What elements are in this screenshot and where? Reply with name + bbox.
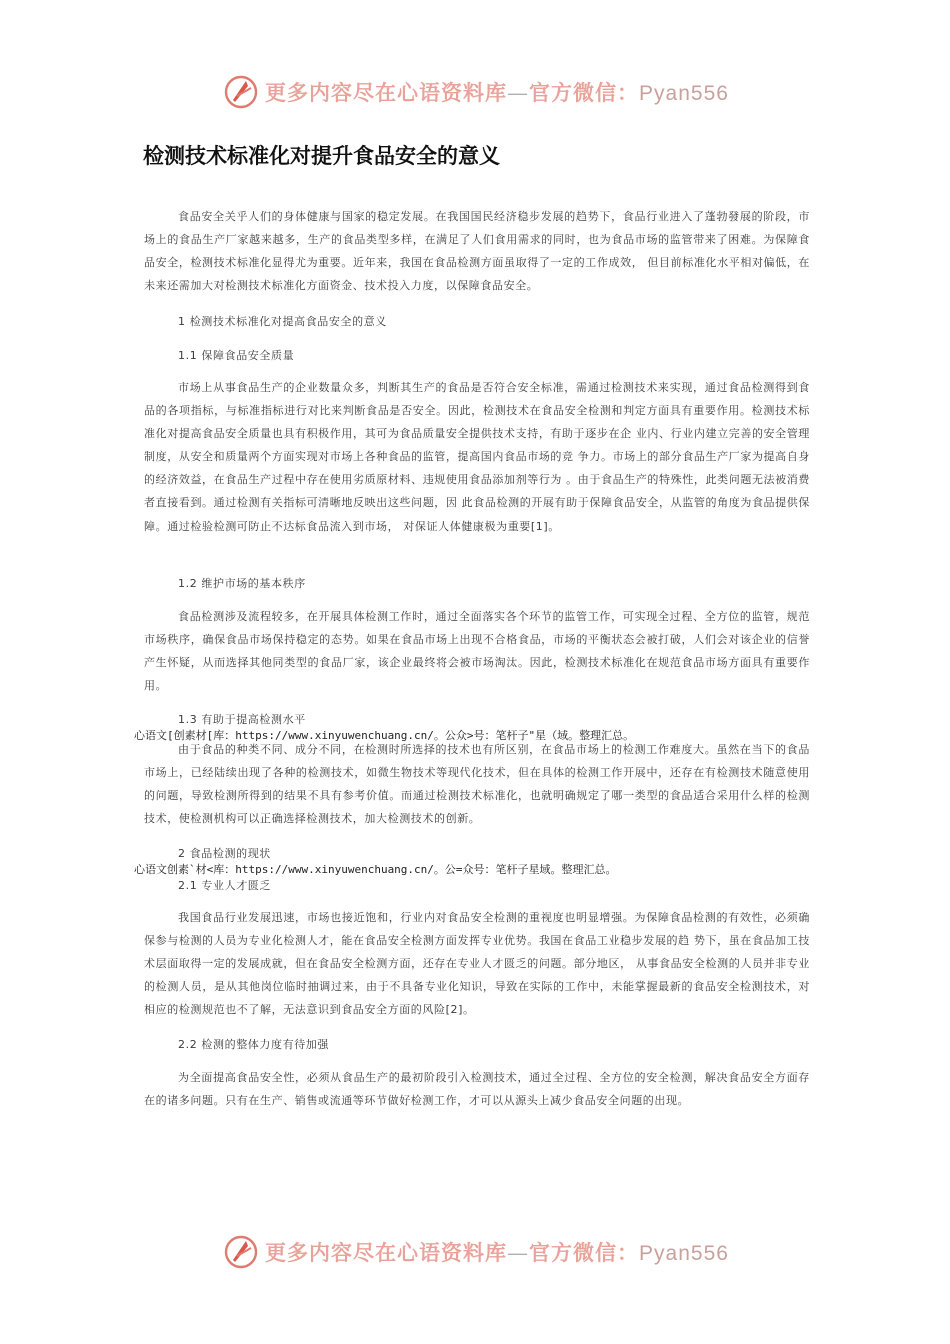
logo-icon <box>221 72 261 112</box>
section-2-heading: 2 食品检测的现状 <box>178 847 271 860</box>
banner-wechat: Pyan556 <box>639 1242 729 1265</box>
watermark-line-2: 心语文创素`材<库：https://www.xinyuwenchuang.cn/。公=众号：笔杆子星域。整理汇总。 <box>134 863 617 876</box>
section-1-2-paragraph: 食品检测涉及流程较多，在开展具体检测工作时，通过全面落实各个环节的监管工作，可实现全过程、全方位的监管，规范市场秩序，确保食品市场保持稳定的态势。如果在食品市场上出现不合格食品，市场的平衡状态会被打破，人们会对该企业的信誉产生怀疑，从而选择其他同类型的食品厂家，该企业最终将会被市场淘汰。因此，检测技术标准化在规范食品市场方面具有重要作用。 <box>144 610 810 693</box>
section-1-heading: 1 检测技术标准化对提高食品安全的意义 <box>178 315 387 328</box>
banner-separator: — <box>507 81 530 105</box>
section-2-1-paragraph: 我国食品行业发展迅速，市场也接近饱和，行业内对食品安全检测的重视度也明显增强。为保障食品检测的有效性，必须确保参与检测的人员为专业化检测人才，能在食品安全检测方面发挥专业优势。我国在食品工业稳步发展的趋 势下，虽在食品加工技术层面取得一定的发展成就，但在食品安全检测方面，还存在专业人才匮乏的问题。部分地区， 从事食品安全检测的人员并非专业的检测人员，是从其他岗位临时抽调过来，由于不具备专业化知识，导致在实际的工作中，未能掌握最新的食品安全检测技术，对相应的检测规范也不了解，无法意识到食品安全方面的风险[2]。 <box>144 911 810 1017</box>
section-1-1-paragraph: 市场上从事食品生产的企业数量众多，判断其生产的食品是否符合安全标准，需通过检测技术来实现，通过食品检测得到食品的各项指标，与标准指标进行对比来判断食品是否安全。因此，检测技术在食品安全检测和判定方面具有重要作用。检测技术标准化对提高食品安全质量也具有积极作用，其可为食品质量安全提供技术支持，有助于逐步在企 业内、行业内建立完善的安全管理制度，从安全和质量两个方面实现对市场上各种食品的监管，提高国内食品市场的竞 争力。市场上的部分食品生产厂家为提高自身的经济效益，在食品生产过程中存在使用劣质原材料、违规使用食品添加剂等行为 。由于食品生产的特殊性，此类问题无法被消费者直接看到。通过检测有关指标可清晰地反映出这些问题，因 此食品检测的开展有助于保障食品安全，从监管的角度为食品提供保障。通过检验检测可防止不达标食品流入到市场， 对保证人体健康极为重要[1]。 <box>144 381 810 533</box>
intro-paragraph: 食品安全关乎人们的身体健康与国家的稳定发展。在我国国民经济稳步发展的趋势下，食品行业进入了蓬勃發展的阶段，市场上的食品生产厂家越来越多，生产的食品类型多样，在满足了人们食用需求的同时，也为食品市场的监管带来了困难。为保障食品安全，检测技术标准化显得尤为重要。近年来，我国在食品检测方面虽取得了一定的工作成效， 但目前标准化水平相对偏低，在未来还需加大对检测技术标准化方面资金、技术投入力度，以保障食品安全。 <box>144 210 810 293</box>
banner-label: 官方微信： <box>529 80 640 105</box>
section-2-1-heading: 2.1 专业人才匮乏 <box>178 879 271 892</box>
logo-icon <box>221 1232 261 1272</box>
document-title: 检测技术标准化对提升食品安全的意义 <box>143 144 500 168</box>
section-1-2-heading: 1.2 维护市场的基本秩序 <box>178 577 306 590</box>
banner-separator: — <box>507 1241 530 1265</box>
banner-label: 官方微信： <box>529 1240 640 1265</box>
section-2-2-heading: 2.2 检测的整体力度有待加强 <box>178 1038 329 1051</box>
banner-text: 更多内容尽在心语资料库 <box>265 80 508 105</box>
header-banner <box>0 70 950 114</box>
footer-banner <box>0 1230 950 1274</box>
banner-wechat: Pyan556 <box>639 82 729 105</box>
banner-text: 更多内容尽在心语资料库 <box>265 1240 508 1265</box>
section-1-1-heading: 1.1 保障食品安全质量 <box>178 349 295 362</box>
watermark-line-1: 心语文[创素材[库：https://www.xinyuwenchuang.cn/。公众>号：笔杆子"星（域。整理汇总。 <box>134 729 635 742</box>
section-2-2-paragraph: 为全面提高食品安全性，必须从食品生产的最初阶段引入检测技术，通过全过程、全方位的安全检测，解决食品安全方面存在的诸多问题。只有在生产、销售或流通等环节做好检测工作，才可以从源头上减少食品安全问题的出现。 <box>144 1071 810 1108</box>
section-1-3-heading: 1.3 有助于提高检测水平 <box>178 713 306 726</box>
section-1-3-paragraph: 由于食品的种类不同、成分不同，在检测时所选择的技术也有所区别，在食品市场上的检测工作难度大。虽然在当下的食品市场上，已经陆续出现了各种的检测技术，如微生物技术等现代化技术，但在具体的检测工作开展中，还存在有检测技术随意使用的问题，导致检测所得到的结果不具有参考价值。而通过检测技术标准化，也就明确规定了哪一类型的食品适合采用什么样的检测技术，使检测机构可以正确选择检测技术，加大检测技术的创新。 <box>144 743 810 826</box>
